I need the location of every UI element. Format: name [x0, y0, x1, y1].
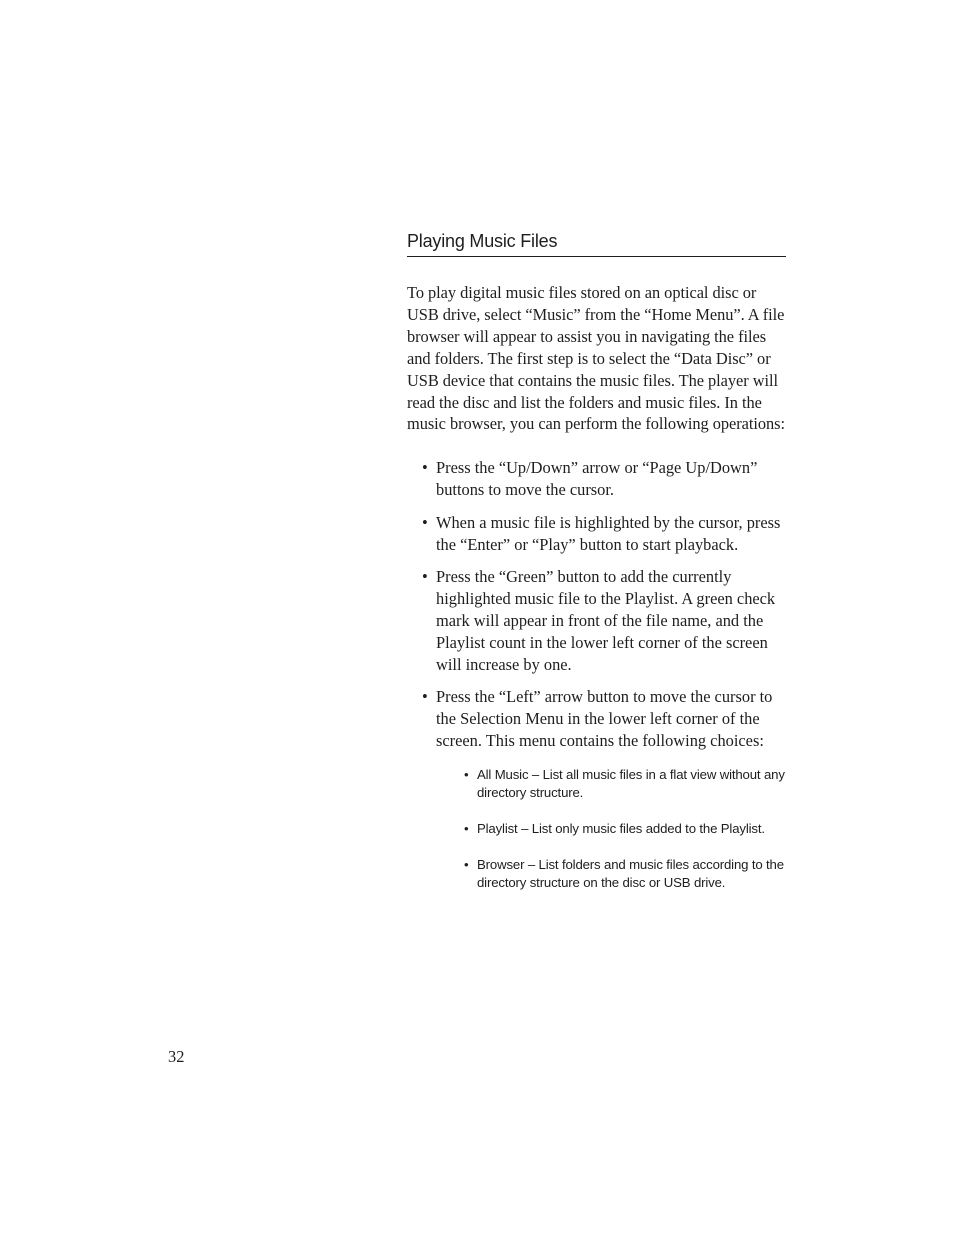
section-heading: Playing Music Files [407, 228, 786, 257]
list-item [407, 686, 786, 893]
bullet-icon: • [422, 566, 428, 586]
sub-list-item [436, 766, 786, 803]
list-item-text: Press the “Green” button to add the currently highlighted music file to the Playlist. A green check mark will appear in front of the file name, and the Playlist count in the lower left corner of the screen will increase by one. [436, 566, 776, 674]
section-playing-music-files [407, 228, 786, 893]
sub-list-item [436, 856, 786, 893]
bullet-icon: • [422, 687, 428, 706]
list-item [407, 512, 786, 556]
sub-list-item-text: All Music – List all music files in a flat view without any directory structure. [477, 766, 785, 801]
selection-menu-choices [436, 766, 786, 893]
bullet-icon: • [464, 820, 469, 836]
list-item-text: Press the “Left” arrow button to move the cursor to the Selection Menu in the lower left corner of the screen. This menu contains the following choices: [436, 687, 773, 750]
page-number: 32 [168, 1047, 185, 1066]
bullet-icon: • [464, 856, 469, 872]
list-item-text: Press the “Up/Down” arrow or “Page Up/Down” buttons to move the cursor. [436, 458, 758, 500]
sub-list-item-text: Playlist – List only music files added to the Playlist. [477, 820, 765, 836]
bullet-icon: • [464, 766, 469, 782]
operations-list [407, 457, 786, 892]
sub-list-item-text: Browser – List folders and music files according to the directory structure on the disc or USB drive. [477, 856, 784, 891]
list-item [407, 566, 786, 676]
list-item [407, 457, 786, 501]
intro-paragraph: To play digital music files stored on an optical disc or USB drive, select “Music” from the “Home Menu”. A file browser will appear to assist you in navigating the files and folders. The first step is to select the “Data Disc” or USB device that contains the music files. The player will read the disc and list the folders and music files. In the music browser, you can perform the following operations: [407, 283, 785, 434]
sub-list-item [436, 820, 786, 839]
list-item-text: When a music file is highlighted by the cursor, press the “Enter” or “Play” button to start playback. [436, 512, 781, 554]
bullet-icon: • [422, 458, 428, 478]
bullet-icon: • [422, 512, 428, 532]
